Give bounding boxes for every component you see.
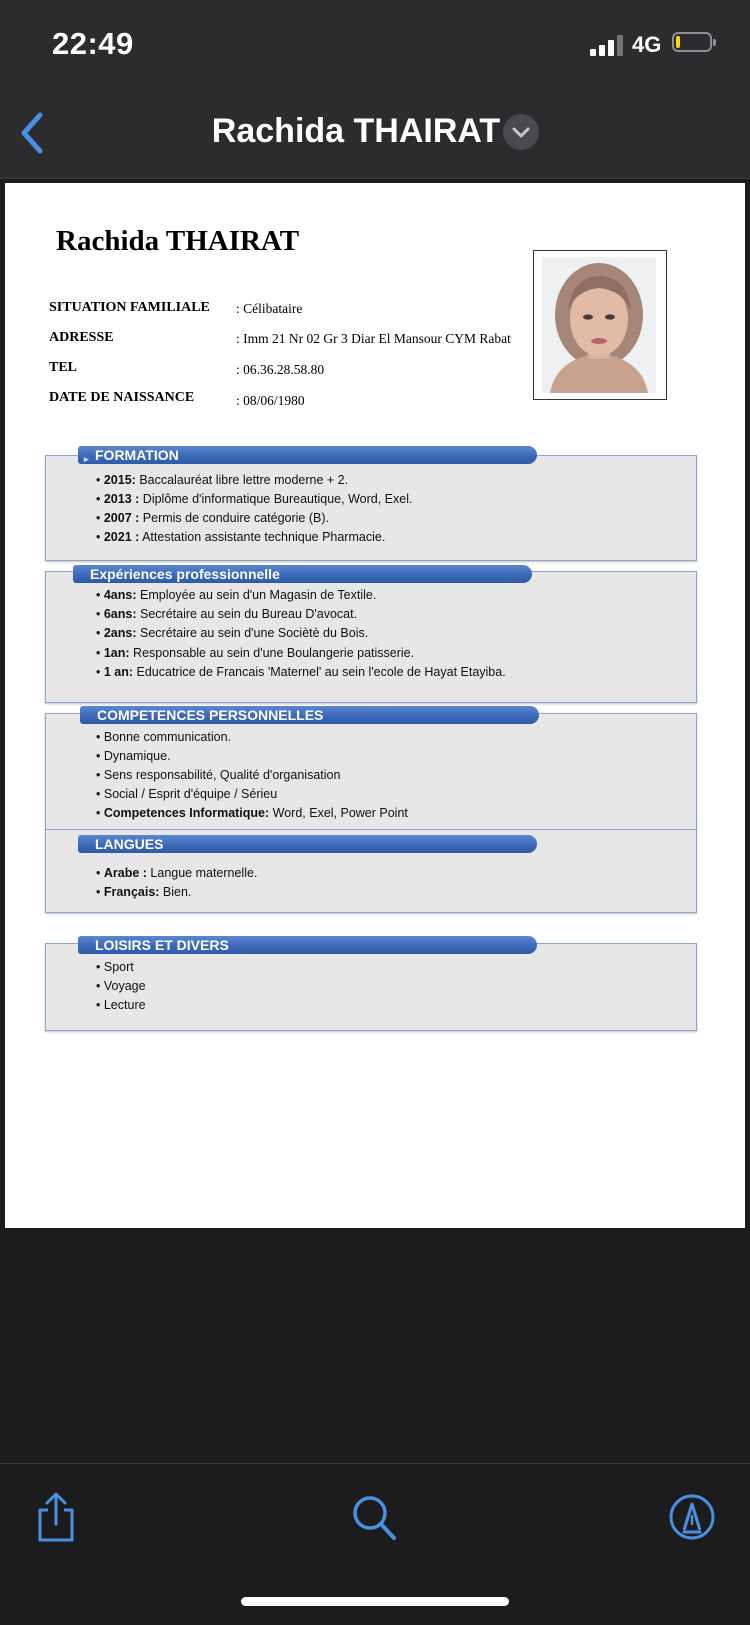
- section-title-langues: LANGUES: [78, 835, 537, 853]
- battery-icon: [672, 32, 712, 52]
- info-label: SITUATION FAMILIALE: [49, 300, 210, 315]
- signal-icon: [590, 34, 624, 56]
- info-value: : 06.36.28.58.80: [236, 362, 325, 377]
- section-divider: [45, 829, 697, 830]
- cv-name: Rachida THAIRAT: [56, 225, 300, 257]
- list-item: • 6ans: Secrétaire au sein du Bureau D'avocat.: [96, 607, 358, 621]
- list-item: • 1an: Responsable au sein d'une Boulangerie patisserie.: [96, 646, 415, 660]
- search-icon: [350, 1492, 398, 1546]
- share-button[interactable]: [32, 1490, 80, 1544]
- cv-document-page[interactable]: [5, 183, 745, 1228]
- section-title-competences: COMPETENCES PERSONNELLES: [80, 706, 539, 724]
- section-title-formation: ▸ FORMATION: [78, 446, 537, 464]
- profile-photo: [533, 250, 667, 400]
- list-item: • Sport: [96, 960, 134, 974]
- list-item: • Competences Informatique: Word, Exel, Power Point: [96, 806, 408, 820]
- list-item: • 2015: Baccalauréat libre lettre moderne + 2.: [96, 473, 349, 487]
- info-value: : Célibataire: [236, 301, 303, 316]
- search-button[interactable]: [350, 1492, 398, 1546]
- network-type: 4G: [632, 32, 662, 57]
- list-item: • Arabe : Langue maternelle.: [96, 866, 258, 880]
- list-item: • 2ans: Secrétaire au sein d'une Sociètè du Bois.: [96, 626, 369, 640]
- list-item: • Social / Esprit d'équipe / Sérieu: [96, 787, 278, 801]
- share-icon: [32, 1490, 80, 1544]
- section-formation: [45, 455, 697, 561]
- section-title-loisirs: LOISIRS ET DIVERS: [78, 936, 537, 954]
- info-label: DATE DE NAISSANCE: [49, 390, 195, 405]
- list-item: • 2007 : Permis de conduire catégorie (B).: [96, 511, 329, 525]
- list-item: • 2021 : Attestation assistante technique Pharmacie.: [96, 530, 386, 544]
- section-title-experiences: Expériences professionnelle: [73, 565, 532, 583]
- status-time: 22:49: [52, 26, 134, 61]
- list-item: • Lecture: [96, 998, 146, 1012]
- list-item: • 2013 : Diplôme d'informatique Bureautique, Word, Exel.: [96, 492, 413, 506]
- list-item: • Voyage: [96, 979, 146, 993]
- title-menu-button[interactable]: [503, 114, 539, 150]
- list-item: • Bonne communication.: [96, 730, 232, 744]
- markup-button[interactable]: [668, 1492, 716, 1546]
- info-value: : Imm 21 Nr 02 Gr 3 Diar El Mansour CYM Rabat: [236, 331, 511, 346]
- status-bar: [0, 0, 750, 90]
- home-indicator[interactable]: [241, 1597, 509, 1606]
- list-item: • 1 an: Educatrice de Francais 'Maternel' au sein l'ecole de Hayat Etayiba.: [96, 665, 506, 679]
- nav-bar: [0, 90, 750, 179]
- list-item: • 4ans: Employée au sein d'un Magasin de Textile.: [96, 588, 377, 602]
- chevron-down-icon: [503, 114, 539, 150]
- list-item: • Français: Bien.: [96, 885, 192, 899]
- info-label: TEL: [49, 360, 78, 375]
- markup-icon: [668, 1492, 716, 1546]
- info-value: : 08/06/1980: [236, 393, 305, 408]
- list-item: • Dynamique.: [96, 749, 171, 763]
- info-label: ADRESSE: [49, 330, 114, 345]
- list-item: • Sens responsabilité, Qualité d'organisation: [96, 768, 341, 782]
- document-title[interactable]: Rachida THAIRAT: [211, 112, 501, 150]
